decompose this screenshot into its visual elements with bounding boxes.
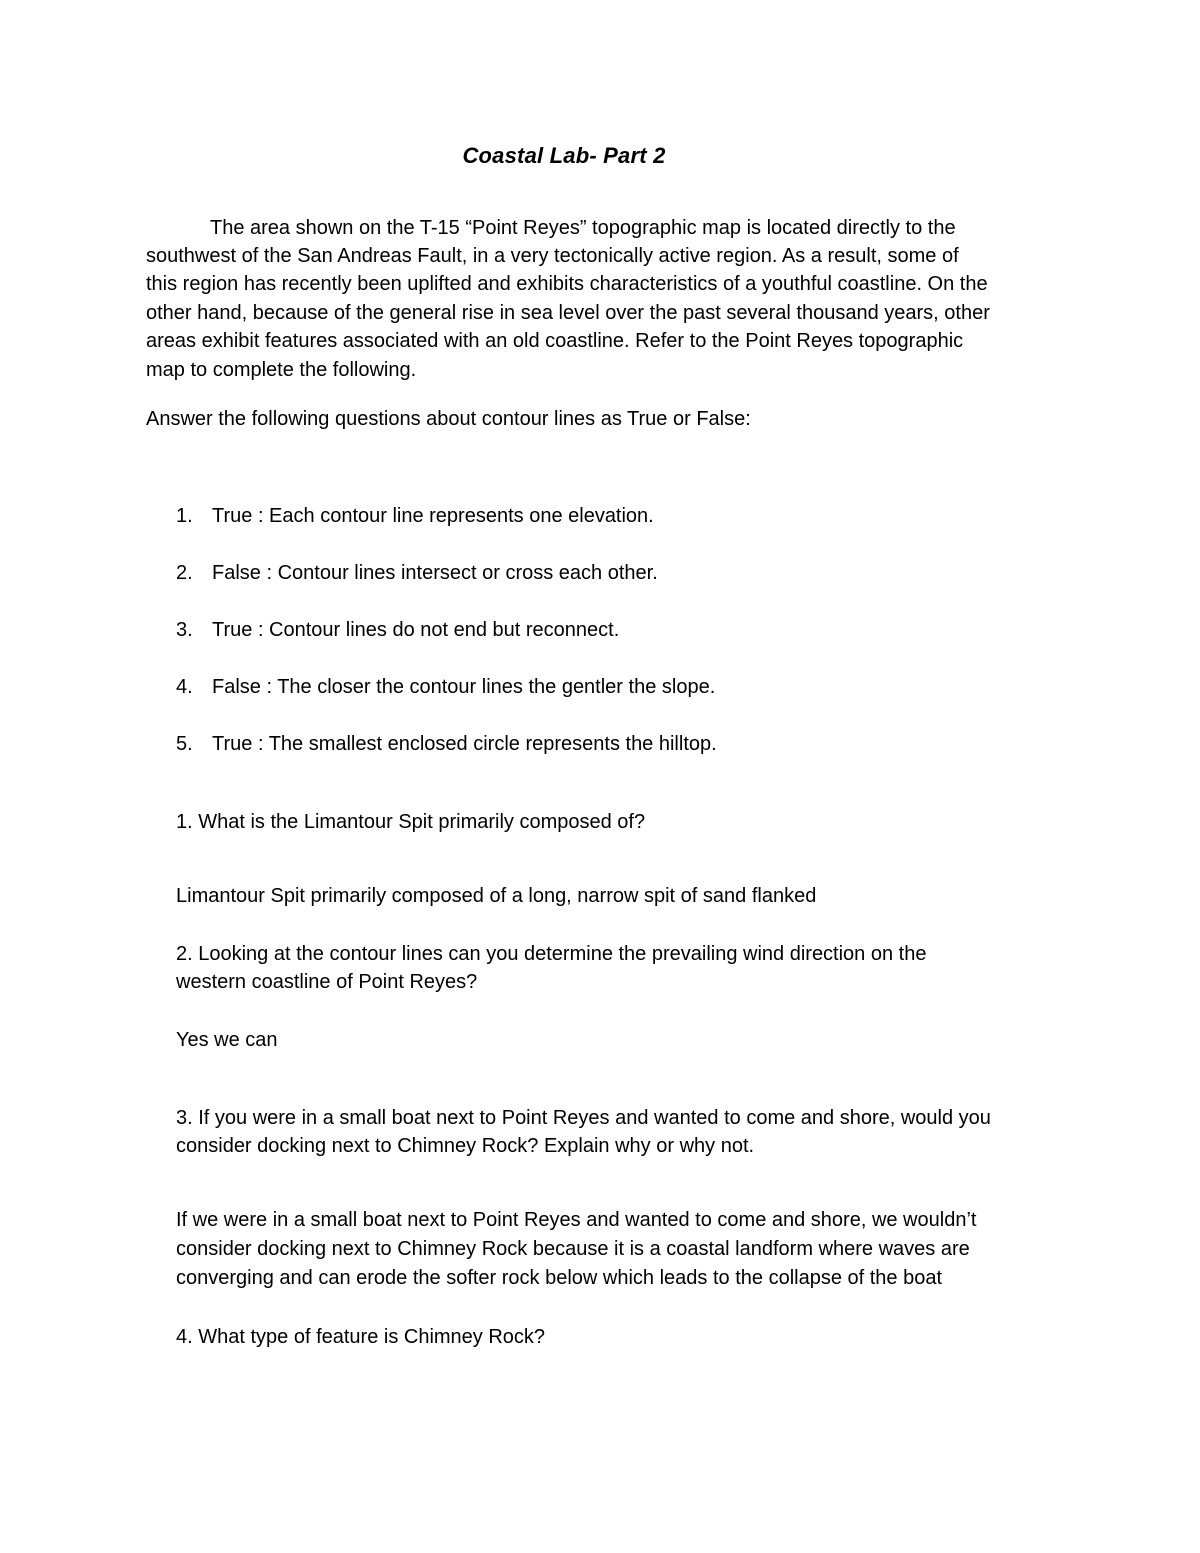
- answer-2: Yes we can: [176, 1029, 278, 1051]
- question-2-line: 2. Looking at the contour lines can you determine the prevailing wind direction on the: [176, 943, 927, 965]
- question-1: 1. What is the Limantour Spit primarily composed of?: [176, 811, 646, 833]
- answer-3-line: If we were in a small boat next to Point Reyes and wanted to come and shore, we wouldn’t: [176, 1209, 977, 1231]
- intro-line: southwest of the San Andreas Fault, in a very tectonically active region. As a result, some of: [146, 245, 959, 267]
- list-item: True : The smallest enclosed circle represents the hilltop.: [212, 733, 717, 755]
- list-number: 1.: [176, 505, 193, 527]
- list-item: False : Contour lines intersect or cross each other.: [212, 562, 658, 584]
- question-4: 4. What type of feature is Chimney Rock?: [176, 1326, 546, 1348]
- list-number: 5.: [176, 733, 193, 755]
- intro-line: this region has recently been uplifted and exhibits characteristics of a youthful coastline. On the: [146, 273, 988, 295]
- list-number: 3.: [176, 619, 193, 641]
- tf-instruction: Answer the following questions about contour lines as True or False:: [146, 408, 751, 430]
- list-item: False : The closer the contour lines the gentler the slope.: [212, 676, 716, 698]
- intro-line: map to complete the following.: [146, 359, 417, 381]
- answer-3-line: converging and can erode the softer rock below which leads to the collapse of the boat: [176, 1267, 943, 1289]
- answer-3-line: consider docking next to Chimney Rock because it is a coastal landform where waves are: [176, 1238, 970, 1260]
- question-3-line: consider docking next to Chimney Rock? Explain why or why not.: [176, 1135, 755, 1157]
- document-title: Coastal Lab- Part 2: [462, 143, 666, 168]
- answer-1: Limantour Spit primarily composed of a long, narrow spit of sand flanked: [176, 885, 817, 907]
- question-2-line: western coastline of Point Reyes?: [176, 971, 478, 993]
- list-item: True : Contour lines do not end but reconnect.: [212, 619, 620, 641]
- list-number: 2.: [176, 562, 193, 584]
- intro-line: other hand, because of the general rise in sea level over the past several thousand years, other: [146, 302, 990, 324]
- question-3-line: 3. If you were in a small boat next to Point Reyes and wanted to come and shore, would you: [176, 1107, 991, 1129]
- intro-line: The area shown on the T-15 “Point Reyes” topographic map is located directly to the: [210, 217, 956, 239]
- list-number: 4.: [176, 676, 193, 698]
- intro-line: areas exhibit features associated with an old coastline. Refer to the Point Reyes topographic: [146, 330, 964, 352]
- list-item: True : Each contour line represents one elevation.: [212, 505, 654, 527]
